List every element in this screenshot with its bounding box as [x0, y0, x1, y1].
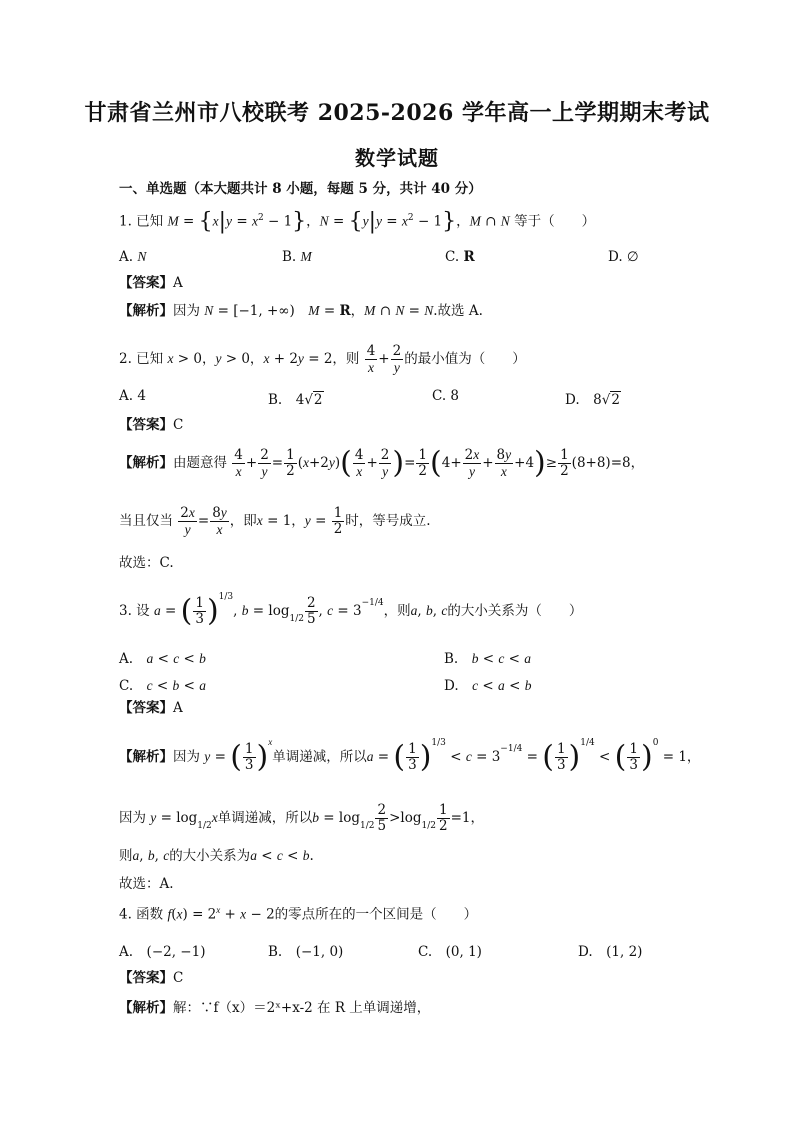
q4-option-b: B. (−1, 0) [268, 944, 344, 960]
question-2-stem: 2. 已知 x > 0，y > 0，x + 2y = 2，则 $\frac{4}{x}$ + $\frac{2}{y}$ 的最小值为（ ） [119, 343, 526, 375]
q3-analysis: 【解析】因为 y = ( $\frac{1}{3}$ )$^x$单调递减，所以a = ( $\frac{1}{3}$ )$^{1/3} < c = 3^{-1/4}$ = ( $\frac{1}{3}$ )$^{1/4}$ < ( $\frac{1}{3}$ )$^0$ = 1， [119, 737, 701, 775]
q2-option-c: C. 8 [432, 388, 460, 404]
q2-conclusion: 故选：C. [119, 555, 174, 571]
q2-option-d: D. 8√2 [565, 392, 620, 408]
q3-option-d: D. c < a < b [444, 678, 532, 694]
q4-answer: 【答案】C [119, 970, 184, 986]
q4-analysis: 【解析】解：∵f（x）＝2ˣ+x-2 在 R 上单调递增， [119, 1000, 431, 1016]
question-1-stem: 1. 已知 $M = \{x|y = x^2 - 1\}$，$N = \{y|y = x^2 - 1\}$，M ∩ N 等于（ ） [119, 209, 596, 234]
q3-option-b: B. b < c < a [444, 651, 532, 667]
q1-option-a: A. N [119, 249, 147, 265]
q3-conclusion: 故选：A. [119, 876, 174, 892]
q4-option-c: C. (0, 1) [418, 944, 482, 960]
question-4-stem: 4. 函数 $f(x) = 2^x + x - 2$的零点所在的一个区间是（ ） [119, 905, 478, 923]
q3-option-a: A. a < c < b [119, 651, 206, 667]
q4-option-d: D. (1, 2) [578, 944, 643, 960]
q2-answer: 【答案】C [119, 417, 184, 433]
q2-option-a: A. 4 [119, 388, 146, 404]
q2-analysis-line2: 当且仅当 $\frac{2x}{y}$ = $\frac{8y}{x}$ ，即x = 1，y = $\frac{1}{2}$ 时，等号成立. [119, 505, 431, 537]
q4-option-a: A. (−2, −1) [119, 944, 206, 960]
q2-analysis: 【解析】由题意得 $\frac{4}{x}$ + $\frac{2}{y}$ = $\frac{1}{2}$ (x+2y)( $\frac{4}{x}$ + $\frac{2}{y}$ )= $\frac{1}{2}$ (4+ $\frac{2x}{y}$ + $\frac{8y}{x}$ +4)≥ $\frac{1}{2}$ (8+8)=8， [119, 445, 645, 481]
q1-answer: 【答案】A [119, 275, 183, 291]
q1-option-b: B. M [282, 249, 312, 265]
exam-subtitle: 数学试题 [355, 146, 439, 170]
q3-analysis-line2: 因为 $y = \log_{1/2}x$单调递减，所以$b = \log_{1/2}$ $\frac{2}{5}$ $>\log_{1/2}$ $\frac{1}{2}$ =1， [119, 802, 484, 834]
section-heading: 一、单选题（本大题共计 8 小题，每题 5 分，共计 40 分） [119, 181, 482, 197]
q2-option-b: B. 4√2 [268, 392, 323, 408]
q1-option-c: C. R [445, 249, 475, 265]
q1-analysis: 【解析】因为 N = [−1, +∞) M = R，M ∩ N = N.故选 A. [119, 303, 483, 319]
q3-analysis-line3: 则a, b, c的大小关系为a < c < b. [119, 848, 314, 864]
q3-answer: 【答案】A [119, 700, 183, 716]
exam-title: 甘肃省兰州市八校联考 2025-2026 学年高一上学期期末考试 [84, 100, 710, 126]
q3-option-c: C. c < b < a [119, 678, 206, 694]
q1-option-d: D. ∅ [608, 249, 639, 265]
question-3-stem: 3. 设 a = ( $\frac{1}{3}$ )$^{1/3}$, $b = \log_{1/2}$ $\frac{2}{5}$ , $c = 3^{-1/4}$，则a, b, c的大小关系为（ ） [119, 592, 583, 629]
